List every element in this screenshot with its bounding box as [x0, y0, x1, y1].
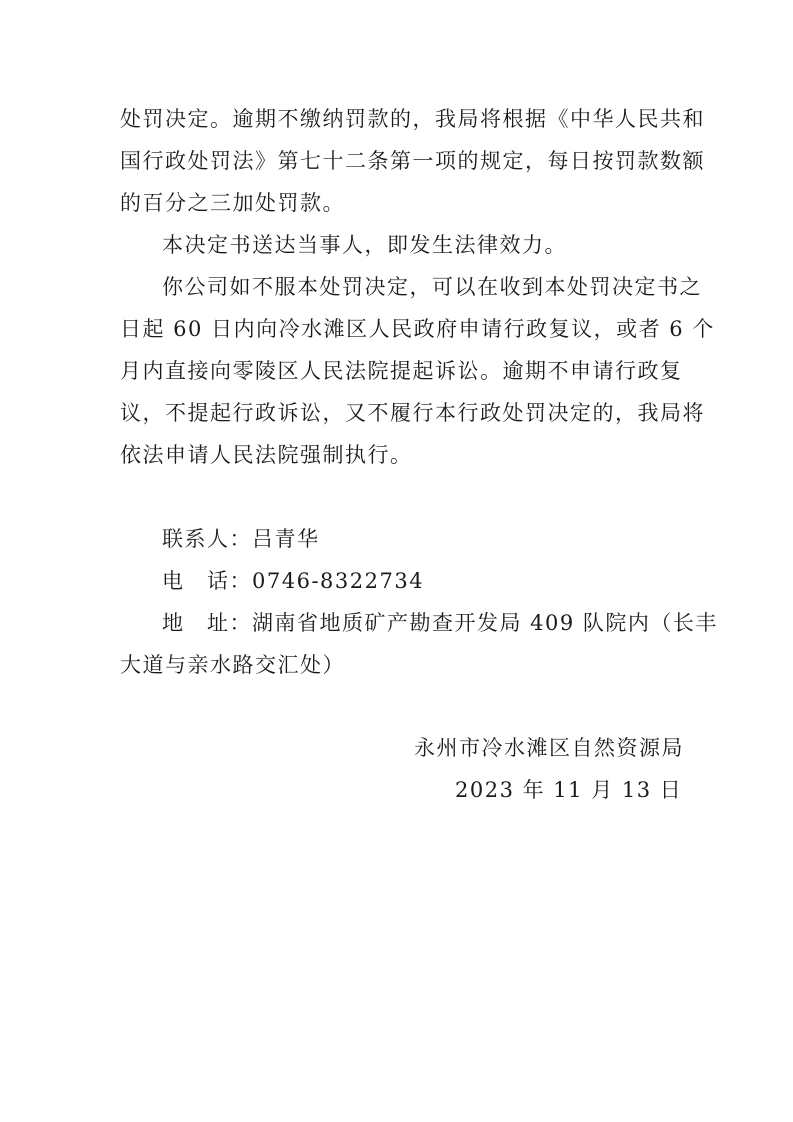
contact-address-line1: 地 址：湖南省地质矿产勘查开发局 409 队院内（长丰 — [162, 611, 718, 635]
body-line-8: 议，不提起行政诉讼，又不履行本行政处罚决定的，我局将 — [120, 401, 705, 425]
body-line-9: 依法申请人民法院强制执行。 — [120, 443, 413, 467]
body-line-5: 你公司如不服本处罚决定，可以在收到本处罚决定书之 — [162, 275, 702, 299]
body-line-4: 本决定书送达当事人，即发生法律效力。 — [162, 233, 567, 257]
body-line-3: 的百分之三加处罚款。 — [120, 191, 345, 215]
body-line-6: 日起 60 日内向冷水滩区人民政府申请行政复议，或者 6 个 — [120, 317, 715, 341]
body-line-7: 月内直接向零陵区人民法院提起诉讼。逾期不申请行政复 — [120, 359, 683, 383]
contact-address-line2: 大道与亲水路交汇处） — [120, 653, 345, 677]
body-line-2: 国行政处罚法》第七十二条第一项的规定，每日按罚款数额 — [120, 149, 705, 173]
signature-date: 2023 年 11 月 13 日 — [455, 778, 683, 802]
contact-person: 联系人：吕青华 — [162, 527, 320, 551]
body-line-1: 处罚决定。逾期不缴纳罚款的，我局将根据《中华人民共和 — [120, 107, 705, 131]
contact-phone: 电 话：0746-8322734 — [162, 569, 425, 593]
signature-org: 永州市冷水滩区自然资源局 — [414, 736, 684, 760]
